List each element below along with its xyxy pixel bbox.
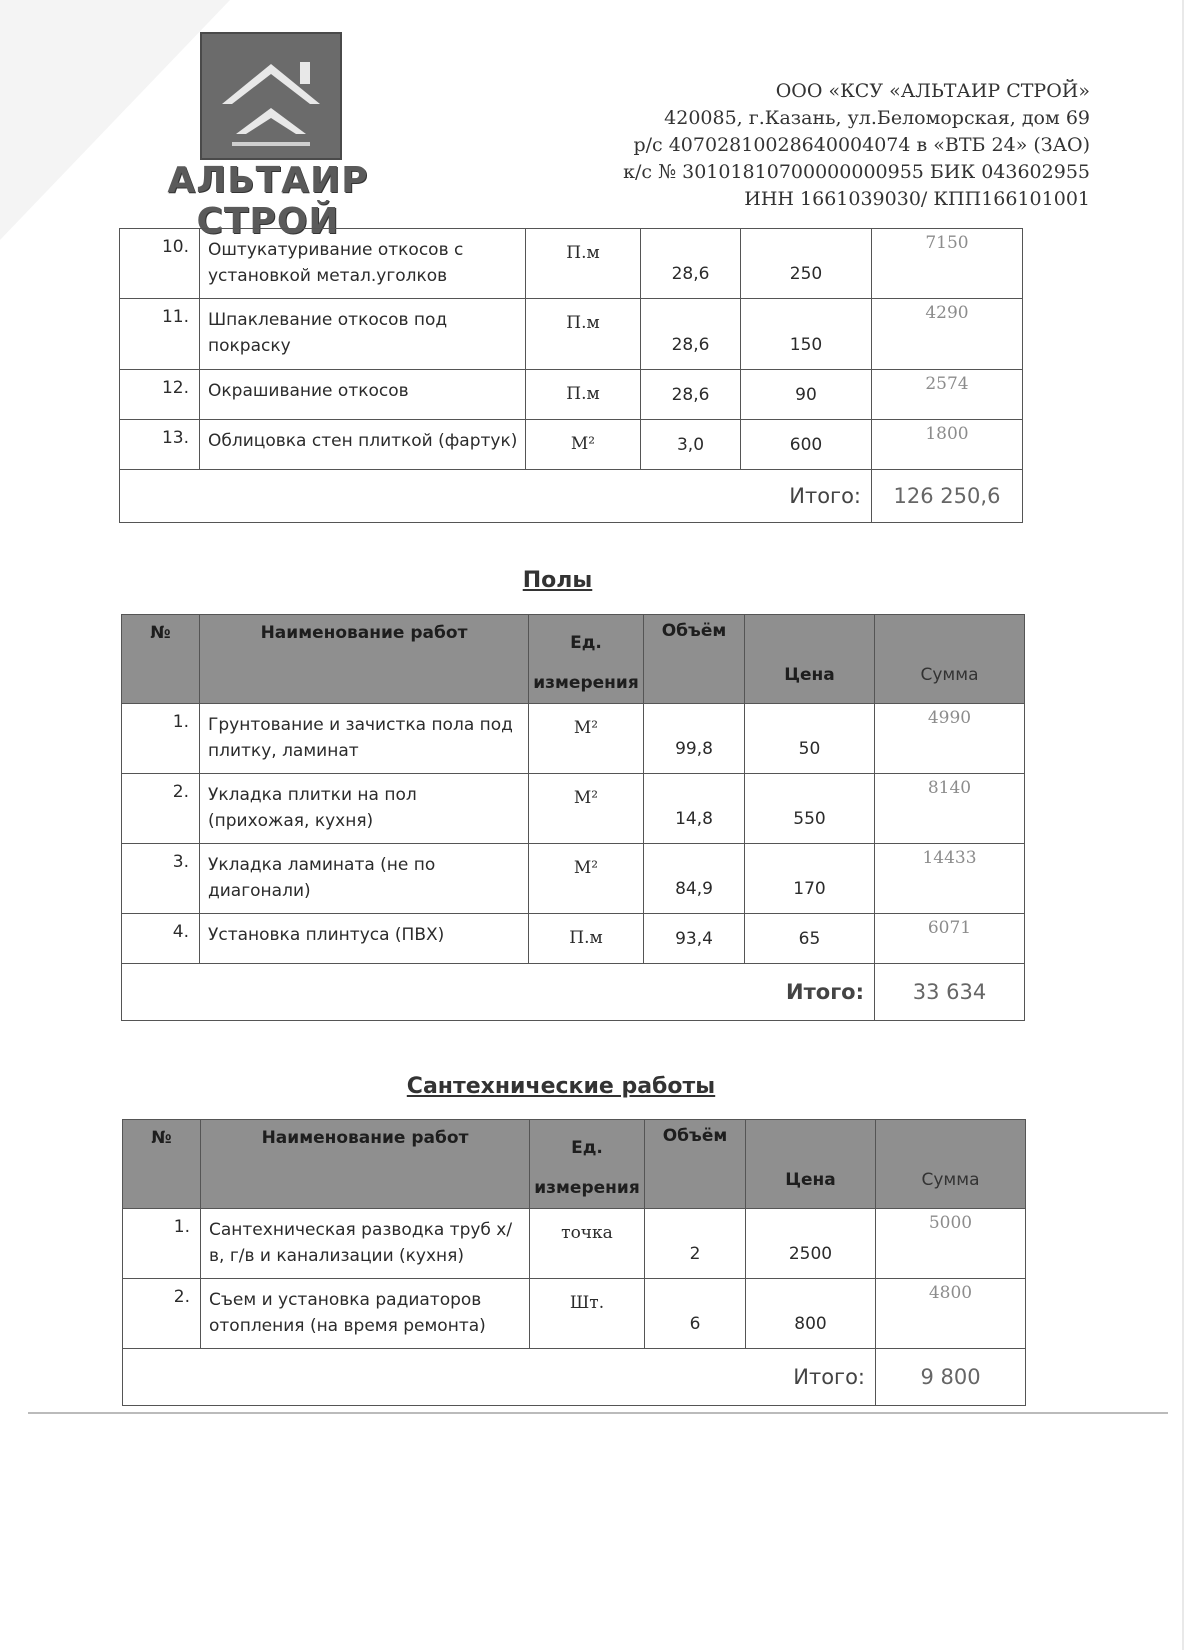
sum: 4290 xyxy=(872,299,1023,370)
header-unit-line2: измерения xyxy=(533,673,639,693)
header-unit-line1: Ед. xyxy=(571,1138,603,1158)
work-name: Установка плинтуса (ПВХ) xyxy=(200,914,529,964)
volume: 14,8 xyxy=(644,774,745,844)
price: 800 xyxy=(746,1279,876,1349)
price: 65 xyxy=(745,914,875,964)
sum: 5000 xyxy=(876,1209,1026,1279)
volume: 6 xyxy=(645,1279,746,1349)
sum: 7150 xyxy=(872,229,1023,299)
table-row xyxy=(122,914,1025,964)
unit: П.м xyxy=(526,229,641,299)
company-requisites xyxy=(623,78,1090,213)
company-corr-account: к/с № 30101810700000000955 БИК 043602955 xyxy=(623,161,1090,183)
unit: точка xyxy=(530,1209,645,1279)
header-price: Цена xyxy=(745,615,875,704)
work-name: Оштукатуривание откосов с установкой метал.уголков xyxy=(200,229,526,299)
table-header-row xyxy=(122,615,1025,704)
page-bottom-edge xyxy=(28,1412,1168,1414)
work-name: Грунтование и зачистка пола под плитку, ламинат xyxy=(200,704,529,774)
price: 600 xyxy=(741,420,872,470)
header-name: Наименование работ xyxy=(201,1120,530,1209)
header-unit-line2: измерения xyxy=(534,1178,640,1198)
total-value: 126 250,6 xyxy=(872,470,1023,523)
work-name: Облицовка стен плиткой (фартук) xyxy=(200,420,526,470)
volume: 99,8 xyxy=(644,704,745,774)
company-address: 420085, г.Казань, ул.Беломорская, дом 69 xyxy=(664,107,1090,129)
unit: М² xyxy=(529,844,644,914)
row-number: 11. xyxy=(120,299,200,370)
table-row xyxy=(120,420,1023,470)
price: 150 xyxy=(741,299,872,370)
volume: 3,0 xyxy=(641,420,741,470)
price: 550 xyxy=(745,774,875,844)
table-row xyxy=(120,299,1023,370)
row-number: 1. xyxy=(122,704,200,774)
row-number: 2. xyxy=(123,1279,201,1349)
walls-table-continuation xyxy=(119,228,1023,523)
work-name: Укладка ламината (не по диагонали) xyxy=(200,844,529,914)
price: 50 xyxy=(745,704,875,774)
total-label: Итого: xyxy=(120,470,872,523)
header-volume: Объём xyxy=(645,1120,746,1209)
volume: 84,9 xyxy=(644,844,745,914)
table-row xyxy=(123,1279,1026,1349)
header-unit xyxy=(529,615,644,704)
sum: 8140 xyxy=(875,774,1025,844)
company-inn: ИНН 1661039030/ КПП166101001 xyxy=(744,188,1090,210)
sum: 14433 xyxy=(875,844,1025,914)
volume: 28,6 xyxy=(641,370,741,420)
logo-text: АЛЬТАИР СТРОЙ xyxy=(167,160,369,242)
table-row xyxy=(123,1209,1026,1279)
volume: 93,4 xyxy=(644,914,745,964)
row-number: 10. xyxy=(120,229,200,299)
row-number: 13. xyxy=(120,420,200,470)
header-number: № xyxy=(123,1120,201,1209)
logo-house-icon xyxy=(200,32,342,160)
price: 170 xyxy=(745,844,875,914)
volume: 28,6 xyxy=(641,299,741,370)
header-number: № xyxy=(122,615,200,704)
work-name: Съем и установка радиаторов отопления (на время ремонта) xyxy=(201,1279,530,1349)
unit: П.м xyxy=(529,914,644,964)
section-title-floors: Полы xyxy=(522,568,593,593)
work-name: Сантехническая разводка труб х/в, г/в и канализации (кухня) xyxy=(201,1209,530,1279)
price: 2500 xyxy=(746,1209,876,1279)
work-name: Укладка плитки на пол (прихожая, кухня) xyxy=(200,774,529,844)
row-number: 3. xyxy=(122,844,200,914)
unit: Шт. xyxy=(530,1279,645,1349)
table-row xyxy=(122,704,1025,774)
row-number: 12. xyxy=(120,370,200,420)
header-price: Цена xyxy=(746,1120,876,1209)
company-logo xyxy=(128,30,408,242)
header-volume: Объём xyxy=(644,615,745,704)
unit: М² xyxy=(526,420,641,470)
row-number: 2. xyxy=(122,774,200,844)
sum: 1800 xyxy=(872,420,1023,470)
sum: 2574 xyxy=(872,370,1023,420)
total-row xyxy=(122,964,1025,1021)
volume: 2 xyxy=(645,1209,746,1279)
total-value: 33 634 xyxy=(875,964,1025,1021)
sum: 4990 xyxy=(875,704,1025,774)
unit: П.м xyxy=(526,370,641,420)
unit: М² xyxy=(529,774,644,844)
table-row xyxy=(122,774,1025,844)
price: 250 xyxy=(741,229,872,299)
unit: П.м xyxy=(526,299,641,370)
row-number: 1. xyxy=(123,1209,201,1279)
total-label: Итого: xyxy=(122,964,875,1021)
work-name: Шпаклевание откосов под покраску xyxy=(200,299,526,370)
header-unit xyxy=(530,1120,645,1209)
row-number: 4. xyxy=(122,914,200,964)
table-header-row xyxy=(123,1120,1026,1209)
sum: 6071 xyxy=(875,914,1025,964)
total-value: 9 800 xyxy=(876,1349,1026,1406)
table-row xyxy=(120,370,1023,420)
unit: М² xyxy=(529,704,644,774)
price: 90 xyxy=(741,370,872,420)
floors-table xyxy=(121,614,1025,1021)
page-edge xyxy=(1182,0,1184,1650)
work-name: Окрашивание откосов xyxy=(200,370,526,420)
header-name: Наименование работ xyxy=(200,615,529,704)
header-sum: Сумма xyxy=(876,1120,1026,1209)
sum: 4800 xyxy=(876,1279,1026,1349)
table-row xyxy=(120,229,1023,299)
total-row xyxy=(123,1349,1026,1406)
header-sum: Сумма xyxy=(875,615,1025,704)
table-row xyxy=(122,844,1025,914)
total-label: Итого: xyxy=(123,1349,876,1406)
company-account: р/с 40702810028640004074 в «ВТБ 24» (ЗАО) xyxy=(633,134,1090,156)
header-unit-line1: Ед. xyxy=(570,633,602,653)
plumbing-table xyxy=(122,1119,1026,1406)
volume: 28,6 xyxy=(641,229,741,299)
total-row xyxy=(120,470,1023,523)
section-title-plumbing: Сантехнические работы xyxy=(406,1074,716,1099)
company-name: ООО «КСУ «АЛЬТАИР СТРОЙ» xyxy=(775,80,1090,102)
